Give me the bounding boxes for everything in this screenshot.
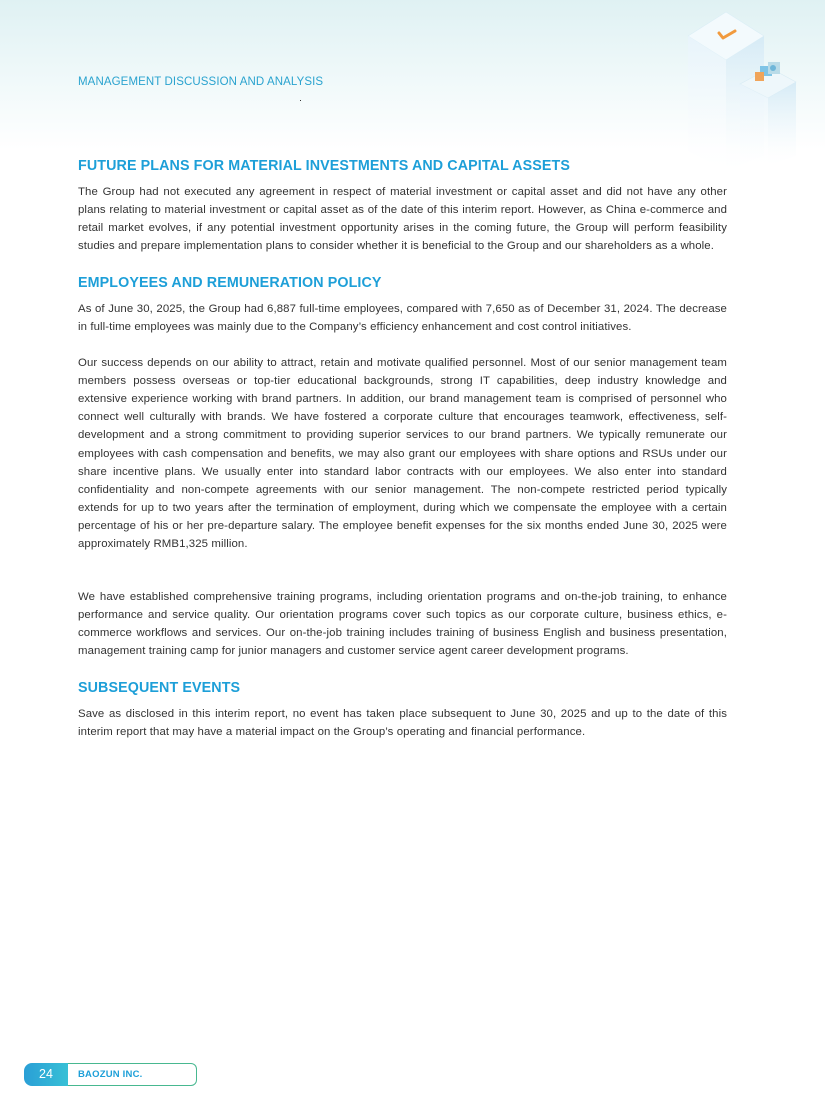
main-content	[78, 157, 727, 741]
company-name: BAOZUN INC.	[68, 1063, 197, 1086]
section-subsequent-events	[78, 679, 727, 741]
page-number: 24	[24, 1063, 68, 1086]
paragraph: We have established comprehensive training programs, including orientation programs and on-the-job training, to enhance performance and service quality. Our orientation programs cover such topics as our corporate culture, business ethics, e-commerce workflows and services. Our on-the-job training includes training of business English and business presentation, management training camp for junior managers and customer service agent career development programs.	[78, 590, 727, 657]
section-future-plans	[78, 157, 727, 255]
decorative-buildings-illustration	[680, 6, 820, 171]
running-header: MANAGEMENT DISCUSSION AND ANALYSIS	[78, 76, 324, 88]
paragraph: Our success depends on our ability to attract, retain and motivate qualified personnel. Most of our senior management team members possess overseas or top-tier educational backgrounds, strong IT capabilities, deep industry knowledge and extensive experience working with brand partners. In addition, our brand management team is comprised of personnel who connect well culturally with brands. We have fostered a corporate culture that encourages teamwork, effectiveness, self-development and a strong commitment to providing superior services to our brand partners. We typically remunerate our employees with cash compensation and benefits, we may also grant our employees with share options and RSUs under our share incentive plans. We usually enter into standard labor contracts with our employees. We also enter into standard confidentiality and non-compete agreements with our senior management. The non-compete restricted period typically extends for up to two years after the termination of employment, during which we compensate the employee with a certain percentage of his or her pre-departure salary. The employee benefit expenses for the six months ended June 30, 2025 were approximately RMB1,325 million.	[78, 357, 727, 550]
section-heading: FUTURE PLANS FOR MATERIAL INVESTMENTS AND CAPITAL ASSETS	[78, 158, 570, 174]
paragraph: As of June 30, 2025, the Group had 6,887 full-time employees, compared with 7,650 as of December 31, 2024. The decrease in full-time employees was mainly due to the Company’s efficiency enhancement and cost control initiatives.	[78, 303, 727, 334]
section-heading: SUBSEQUENT EVENTS	[78, 679, 241, 696]
section-heading: EMPLOYEES AND REMUNERATION POLICY	[78, 275, 382, 292]
stray-dot	[300, 100, 301, 101]
page-footer	[24, 1063, 197, 1086]
section-employees	[78, 274, 727, 660]
paragraph: The Group had not executed any agreement in respect of material investment or capital asset and did not have any other plans relating to material investment or capital asset as of the date of this interim report. However, as China e-commerce and retail market evolves, if any potential investment opportunity arises in the coming future, the Group will perform feasibility studies and prepare implementation plans to consider whether it is beneficial to the Group and our shareholders as a whole.	[78, 186, 727, 253]
paragraph: Save as disclosed in this interim report, no event has taken place subsequent to June 30, 2025 and up to the date of this interim report that may have a material impact on the Group’s operating and financial performance.	[78, 707, 727, 739]
